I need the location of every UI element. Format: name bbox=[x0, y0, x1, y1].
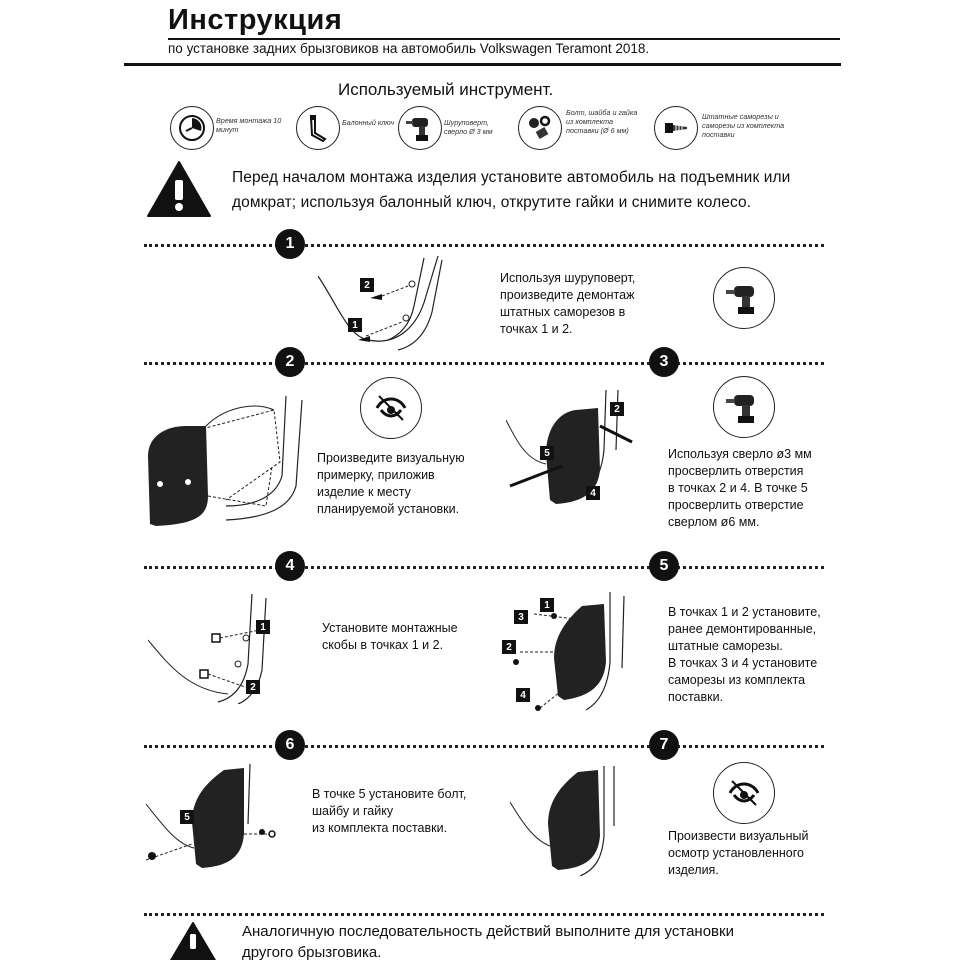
callout-marker: 3 bbox=[514, 610, 528, 624]
separator bbox=[144, 362, 824, 365]
callout-marker: 2 bbox=[360, 278, 374, 292]
step-line: штатные саморезы. bbox=[668, 639, 783, 653]
step-number: 3 bbox=[649, 347, 679, 377]
step-line: В точке 5 установите болт, bbox=[312, 787, 467, 801]
step-4-illustration bbox=[148, 594, 288, 704]
tool-label: Время монтажа 10 минут bbox=[216, 116, 282, 134]
step-line: изделия. bbox=[668, 863, 719, 877]
warning-icon bbox=[146, 160, 212, 223]
tool-item-wrench bbox=[296, 106, 401, 152]
step-line: из комплекта поставки. bbox=[312, 821, 448, 835]
step-line: осмотр установленного bbox=[668, 846, 804, 860]
tool-item-bolt bbox=[518, 104, 648, 152]
tool-label: Балонный ключ bbox=[342, 118, 395, 127]
step-line: Установите монтажные bbox=[322, 621, 458, 635]
step-1-text bbox=[500, 270, 635, 338]
page-title: Инструкция bbox=[168, 4, 343, 36]
final-note bbox=[242, 921, 734, 963]
step-line: сверлом ø6 мм. bbox=[668, 515, 760, 529]
callout-marker: 2 bbox=[246, 680, 260, 694]
title-underline bbox=[168, 38, 840, 40]
inspect-eye-icon bbox=[360, 377, 422, 439]
tool-item-screws bbox=[654, 104, 814, 152]
final-line-1: Аналогичную последовательность действий выполните для установки bbox=[242, 923, 734, 940]
step-line: изделие к месту bbox=[317, 485, 411, 499]
callout-marker: 1 bbox=[348, 318, 362, 332]
callout-marker: 4 bbox=[516, 688, 530, 702]
clock-icon bbox=[170, 106, 214, 150]
page-subtitle: по установке задних брызговиков на автомобиль Volkswagen Teramont 2018. bbox=[168, 41, 650, 56]
step-number: 1 bbox=[275, 229, 305, 259]
step-2-illustration bbox=[146, 396, 316, 530]
step-number: 4 bbox=[275, 551, 305, 581]
step-4-text bbox=[322, 620, 458, 654]
warning-icon bbox=[168, 922, 218, 965]
step-line: В точках 1 и 2 установите, bbox=[668, 605, 821, 619]
warning-line-1: Перед началом монтажа изделия установите автомобиль на подъемник или bbox=[232, 169, 791, 186]
step-line: Используя сверло ø3 мм bbox=[668, 447, 812, 461]
tool-label: Болт, шайба и гайка из комплекта поставки (Ø 6 мм) bbox=[566, 108, 638, 135]
drill-icon bbox=[713, 376, 775, 438]
step-5-text bbox=[668, 604, 821, 706]
step-number: 2 bbox=[275, 347, 305, 377]
callout-marker: 2 bbox=[502, 640, 516, 654]
step-line: Используя шуруповерт, bbox=[500, 271, 636, 285]
step-line: поставки. bbox=[668, 690, 724, 704]
step-line: штатных саморезов в bbox=[500, 305, 626, 319]
inspect-eye-icon bbox=[713, 762, 775, 824]
step-5-illustration bbox=[500, 592, 640, 716]
step-line: планируемой установки. bbox=[317, 502, 460, 516]
callout-marker: 1 bbox=[540, 598, 554, 612]
warning-text bbox=[232, 165, 790, 215]
step-line: шайбу и гайку bbox=[312, 804, 394, 818]
step-line: саморезы из комплекта bbox=[668, 673, 806, 687]
separator bbox=[144, 913, 824, 916]
step-3-text bbox=[668, 446, 812, 531]
step-number: 5 bbox=[649, 551, 679, 581]
step-1-illustration bbox=[318, 256, 448, 356]
step-line: произведите демонтаж bbox=[500, 288, 635, 302]
wrench-icon bbox=[296, 106, 340, 150]
callout-marker: 4 bbox=[586, 486, 600, 500]
callout-marker: 2 bbox=[610, 402, 624, 416]
callout-marker: 5 bbox=[540, 446, 554, 460]
step-line: В точках 3 и 4 установите bbox=[668, 656, 818, 670]
final-line-2: другого брызговика. bbox=[242, 944, 382, 961]
separator bbox=[144, 566, 824, 569]
tool-label: Шуруповерт, сверло Ø 3 мм bbox=[444, 118, 493, 136]
tools-heading: Используемый инструмент. bbox=[338, 80, 554, 99]
bolt-nut-icon bbox=[518, 106, 562, 150]
separator bbox=[144, 745, 824, 748]
step-line: ранее демонтированные, bbox=[668, 622, 817, 636]
tool-item-drill bbox=[398, 106, 516, 152]
step-3-illustration bbox=[506, 390, 636, 510]
step-7-text bbox=[668, 828, 808, 879]
drill-icon bbox=[398, 106, 442, 150]
step-line: скобы в точках 1 и 2. bbox=[322, 638, 444, 652]
step-line: примерку, приложив bbox=[317, 468, 435, 482]
step-number: 7 bbox=[649, 730, 679, 760]
callout-marker: 5 bbox=[180, 810, 194, 824]
callout-marker: 1 bbox=[256, 620, 270, 634]
step-line: Произведите визуальную bbox=[317, 451, 465, 465]
step-line: в точках 2 и 4. В точке 5 bbox=[668, 481, 808, 495]
screw-icon bbox=[654, 106, 698, 150]
step-6-illustration bbox=[146, 764, 286, 874]
step-line: просверлить отверстия bbox=[668, 464, 804, 478]
step-line: точках 1 и 2. bbox=[500, 322, 573, 336]
header-divider bbox=[124, 63, 841, 66]
separator bbox=[144, 244, 824, 247]
step-line: Произвести визуальный bbox=[668, 829, 809, 843]
step-number: 6 bbox=[275, 730, 305, 760]
warning-line-2: домкрат; используя балонный ключ, открутите гайки и снимите колесо. bbox=[232, 194, 752, 211]
step-2-text bbox=[317, 450, 465, 518]
step-line: просверлить отверстие bbox=[668, 498, 804, 512]
step-6-text bbox=[312, 786, 466, 837]
drill-icon bbox=[713, 267, 775, 329]
tool-item-time bbox=[170, 106, 285, 152]
tool-label: Штатные саморезы и саморезы из комплекта поставки bbox=[702, 112, 785, 139]
step-7-illustration bbox=[510, 766, 630, 876]
